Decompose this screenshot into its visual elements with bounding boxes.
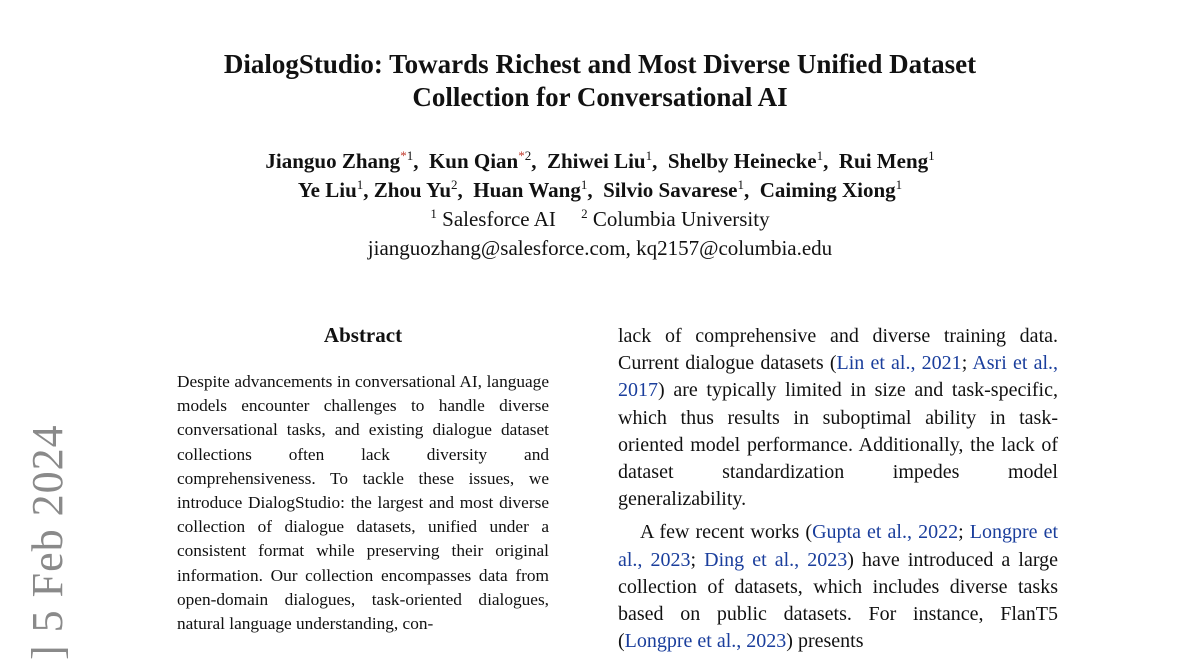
paper-title <box>0 48 1200 114</box>
abstract-heading: Abstract <box>323 323 403 347</box>
citation-link[interactable]: Longpre et al., 2023 <box>618 521 1059 571</box>
author: Huan Wang$^1$ <box>473 177 588 202</box>
author: Kun Qian$^{*2}$ <box>428 148 532 173</box>
citation-link[interactable]: Longpre et al., 2023 <box>624 630 787 653</box>
citation-link[interactable]: Asri et al., 2017 <box>618 352 1059 402</box>
author: Rui Meng$^1$ <box>838 148 935 173</box>
author: Jianguo Zhang$^{*1}$ <box>265 148 414 173</box>
author: Zhiwei Liu$^1$ <box>546 148 653 173</box>
body-paragraph-2: A few recent works (Gupta et al., 2022; Longpre et al., 2023; Ding et al., 2023) have introduced a large collection of datasets, which includes diverse tasks based on public datasets. For instance, FlanT5 (Longpre et al., 2023) presents <box>618 521 1059 653</box>
title-line-2: Collection for Conversational AI <box>412 82 788 112</box>
citation-link[interactable]: Gupta et al., 2022 <box>812 521 959 544</box>
body-paragraph-1: lack of comprehensive and diverse training data. Current dialogue datasets (Lin et al., 2021; Asri et al., 2017) are typically limited in size and task-specific, which thus results in suboptimal ability in task-oriented model performance. Additionally, the lack of dataset standardization impedes model generalizability. <box>618 325 1059 511</box>
citation-link[interactable]: Lin et al., 2021 <box>836 352 962 375</box>
body-text <box>618 323 1058 661</box>
author-emails: jianguozhang@salesforce.com, kq2157@columbia.edu <box>367 236 833 260</box>
title-line-1: DialogStudio: Towards Richest and Most Diverse Unified Dataset <box>223 49 977 79</box>
author: Zhou Yu$^2$ <box>373 177 458 202</box>
abstract-text: Despite advancements in conversational AI, language models encounter challenges to handle diverse conversational tasks, and existing dialogue dataset collections often lack diversity and comprehensiveness. To tackle these issues, we introduce DialogStudio: the largest and most diverse collection of dialogue datasets, unified under a consistent format while preserving their original information. Our collection encompasses data from open-domain dialogues, task-oriented dialogues, natural language understanding, con- <box>177 372 549 634</box>
affiliation: $^2$ Columbia University <box>581 206 770 231</box>
author: Shelby Heinecke$^1$ <box>667 148 824 173</box>
abstract-section <box>177 320 549 636</box>
author: Silvio Savarese$^1$ <box>603 177 744 202</box>
citation-link[interactable]: Ding et al., 2023 <box>704 548 848 571</box>
author-block <box>0 147 1200 263</box>
author-line-2: Ye Liu$^1$, Zhou Yu$^2$, Huan Wang$^1$, Silvio Savarese$^1$, Caiming Xiong$^1$ <box>297 177 903 202</box>
affiliations <box>0 205 1200 234</box>
author: Caiming Xiong$^1$ <box>759 177 903 202</box>
arxiv-sidebar-stamp: ] 5 Feb 2024 <box>23 424 72 660</box>
affiliation: $^1$ Salesforce AI <box>430 206 556 231</box>
author: Ye Liu$^1$ <box>297 177 364 202</box>
author-line-1: Jianguo Zhang$^{*1}$, Kun Qian$^{*2}$, Zhiwei Liu$^1$, Shelby Heinecke$^1$, Rui Meng$^1$ <box>265 148 935 173</box>
